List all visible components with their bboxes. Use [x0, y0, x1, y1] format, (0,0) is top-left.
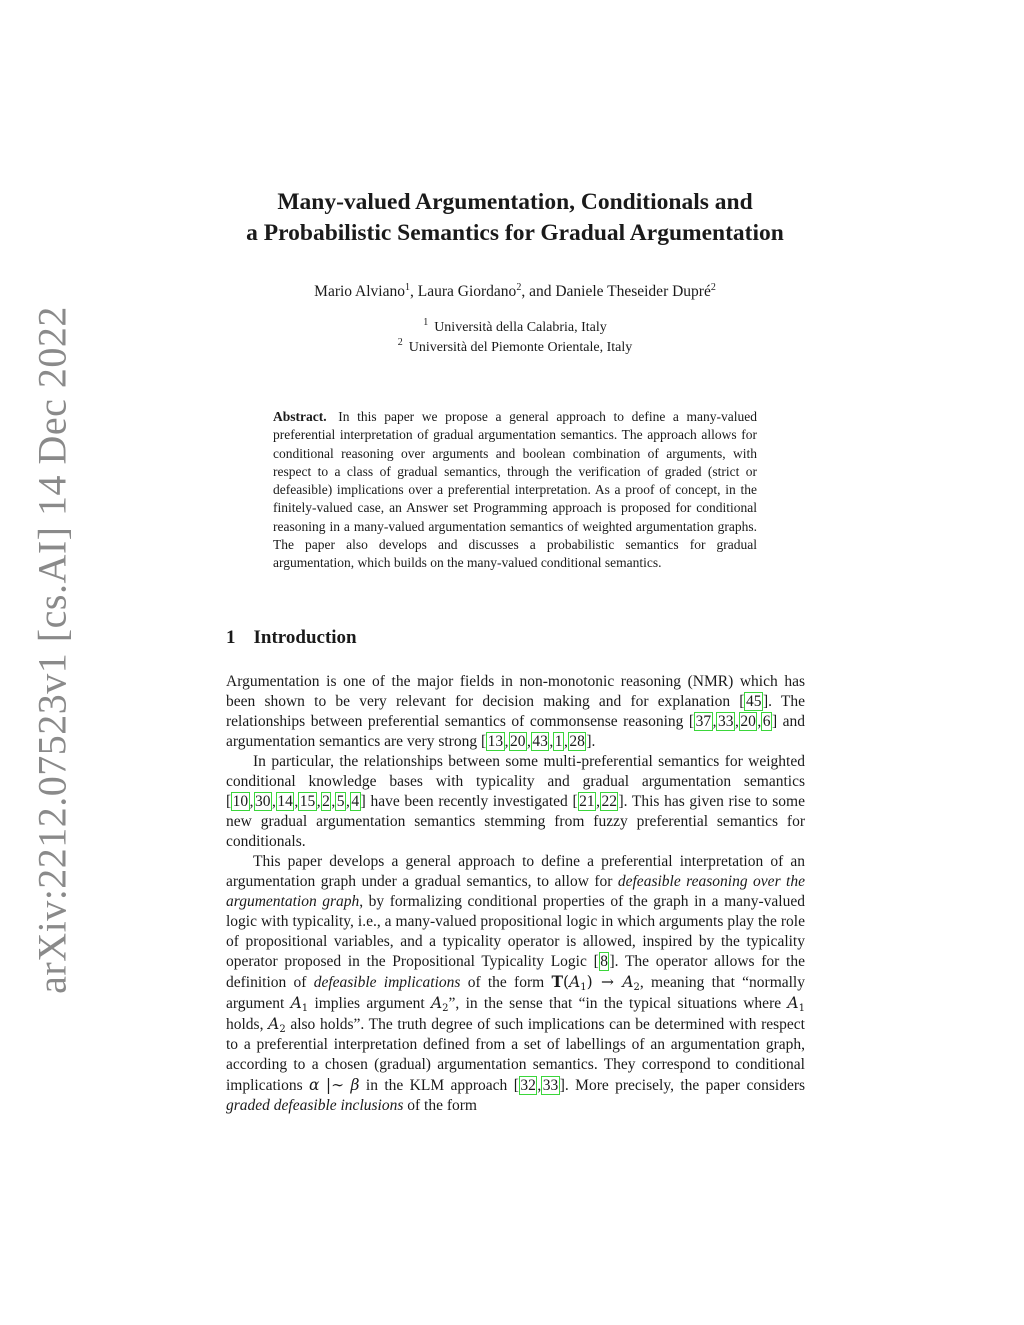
citation-link[interactable]: 37: [695, 713, 712, 730]
abstract-label: Abstract.: [273, 409, 327, 424]
affiliation-item: $^2$ Università del Piemonte Orientale, Italy: [397, 337, 633, 355]
author-affiliation-mark: 1: [405, 282, 410, 293]
section-number: 1: [226, 627, 236, 648]
affiliation-list: [224, 318, 806, 358]
emphasis: defeasible reasoning over the argumentation graph: [226, 873, 805, 910]
abstract: [273, 408, 757, 573]
paper-title: [224, 187, 806, 249]
citation-link[interactable]: 43: [532, 733, 548, 750]
author-name: Laura Giordano: [417, 283, 517, 300]
citation-link[interactable]: 2: [322, 793, 330, 810]
citation-link[interactable]: 33: [717, 713, 734, 730]
citation-link[interactable]: 8: [600, 953, 608, 970]
citation-link[interactable]: 30: [255, 793, 271, 810]
arxiv-identifier-stamp: arXiv:2212.07523v1 [cs.AI] 14 Dec 2022: [29, 306, 75, 994]
emphasis: defeasible implications: [313, 974, 461, 991]
citation-link[interactable]: 21: [579, 793, 595, 810]
citation-link[interactable]: 5: [336, 793, 345, 810]
citation-link[interactable]: 6: [762, 713, 771, 730]
citation-link[interactable]: 22: [601, 793, 617, 810]
citation-link[interactable]: 4: [351, 793, 360, 810]
citation-link[interactable]: 10: [232, 793, 249, 810]
citation-link[interactable]: 1: [554, 733, 563, 750]
author-affiliation-mark: 2: [516, 282, 522, 293]
author-list: Mario Alviano$^1$, Laura Giordano$^2$, and Daniele Theseider Dupré$^2$: [314, 282, 716, 300]
title-line-1: Many-valued Argumentation, Conditionals and: [277, 189, 753, 215]
citation-link[interactable]: 45: [745, 693, 762, 710]
affiliation-item: $^1$ Università della Calabria, Italy: [423, 317, 607, 335]
section-title: Introduction: [253, 627, 357, 648]
citation-link[interactable]: 32: [520, 1077, 536, 1094]
emphasis: graded defeasible inclusions: [226, 1097, 404, 1114]
math-expression: $T(A_1) \to A_2$: [551, 972, 640, 993]
citation-link[interactable]: 13: [487, 733, 504, 750]
paragraph: This paper develops a general approach to define a preferential interpretation of an argumentation graph under a gradual semantics, to allow for defeasible reasoning over the argumentation graph, by formalizing conditional properties of the graph in a many-valued logic with typicality, i.e., a many-valued propositional logic in which arguments play the role of propositional variables, and a typicality operator is allowed, inspired by the typicality operator proposed in the Propositional Typicality Logic [8]. The operator allows for the definition of defeasible implications of the form $T(A_1) \to A_2$, meaning that “normally argument $A_1$ implies argument $A_2$”, in the sense that “in the typical situations where $A_1$ holds, $A_2$ also holds”. The truth degree of such implications can be determined with respect to a preferential interpretation defined from a set of labellings of an argumentation graph, according to a chosen (gradual) argumentation semantics. They correspond to conditional implications α |∼ β in the KLM approach [32,33]. More precisely, the paper considers graded defeasible inclusions of the form: [226, 853, 806, 1114]
citation-link[interactable]: 20: [740, 713, 756, 730]
body-text: [226, 672, 805, 1116]
citation-link[interactable]: 28: [569, 733, 585, 750]
title-line-2: a Probabilistic Semantics for Gradual Argumentation: [246, 220, 784, 246]
citation-link[interactable]: 33: [542, 1077, 559, 1094]
citation-link[interactable]: 15: [299, 793, 316, 810]
math-expression: α |∼ β: [309, 1076, 360, 1094]
citation-link[interactable]: 14: [277, 793, 293, 810]
author-name: Mario Alviano: [314, 283, 405, 300]
citation-link[interactable]: 20: [510, 733, 526, 750]
paragraph: In particular, the relationships between some multi-preferential semantics for weighted conditional knowledge bases with typicality and gradual argumentation semantics [10,30,14,15,2,5,4] have been recently investigated [21,22]. This has given rise to some new gradual argumentation semantics stemming from fuzzy preferential semantics for conditionals.: [226, 753, 805, 850]
abstract-text: In this paper we propose a general approach to define a many-valued preferential interpretation of gradual argumentation semantics. The approach allows for conditional reasoning over arguments and boolean combination of arguments, with respect to a class of gradual semantics, through the verification of graded (strict or defeasible) implications over a preferential interpretation. As a proof of concept, in the finitely-valued case, an Answer set Programming approach is proposed for conditional reasoning in a many-valued argumentation semantics of weighted argumentation graphs. The paper also develops and discusses a probabilistic semantics for gradual argumentation, which builds on the many-valued conditional semantics.: [273, 409, 757, 571]
section-heading: [226, 627, 357, 649]
author-name: Daniele Theseider Dupré: [555, 283, 711, 300]
author-affiliation-mark: 2: [710, 282, 716, 293]
paragraph: Argumentation is one of the major fields in non-monotonic reasoning (NMR) which has been shown to be very relevant for decision making and for explanation [45]. The relationships between preferential semantics of commonsense reasoning [37,33,20,6] and argumentation semantics are very strong [13,20,43,1,28].: [226, 673, 805, 750]
